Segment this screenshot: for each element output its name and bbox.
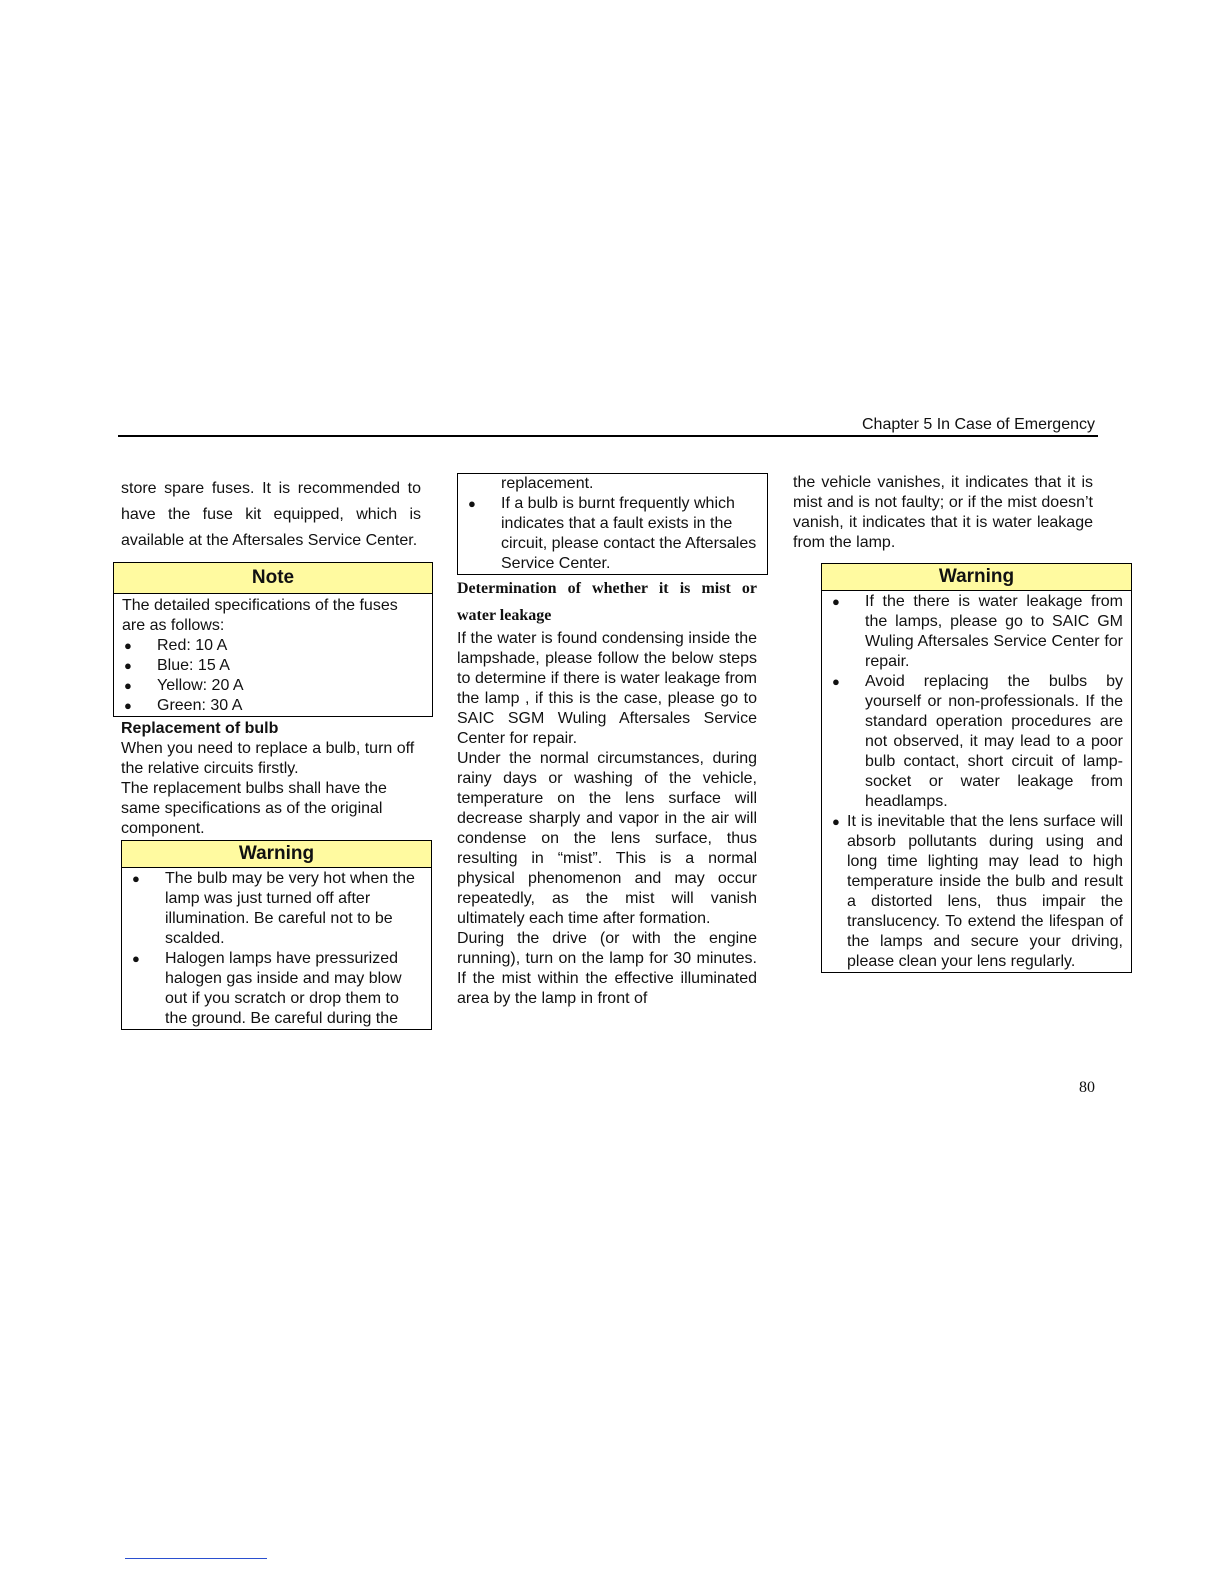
chapter-title: Chapter 5 In Case of Emergency: [861, 416, 1095, 433]
note-body: [114, 594, 432, 716]
warning-body: [122, 868, 431, 1029]
note-box: [113, 562, 433, 717]
note-title: Note: [114, 563, 432, 594]
warning-box-1: [121, 840, 432, 1030]
bulb-paragraph-1: When you need to replace a bulb, turn off the relative circuits firstly.: [121, 740, 415, 777]
mist-paragraph-1: If the water is found condensing inside the lampshade, please follow the below steps to determine if there is water leakage from the lamp , if this is the case, please go to SAIC SGM Wuling Aftersales Service Center for repair.: [457, 630, 757, 747]
warning-body: [822, 591, 1131, 972]
mist-paragraph-3: During the drive (or with the engine running), turn on the lamp for 30 minutes. If the mist within the effective illuminated area by the lamp in front of: [457, 930, 757, 1007]
list-item: ● Red: 10 A: [122, 636, 424, 656]
warning-list: [130, 869, 423, 1029]
list-item: ● Avoid replacing the bulbs by yourself or non-professionals. If the standard operation procedures are not observed, it may lead to a poor bulb contact, short circuit of lamp-socket or water leakage from headlamps.: [830, 672, 1123, 812]
list-item: ● Green: 30 A: [122, 696, 424, 716]
column-2: [457, 474, 757, 1009]
page-number: 80: [1079, 1079, 1095, 1096]
intro-paragraph: store spare fuses. It is recommended to have the fuse kit equipped, which is available at the Aftersales Service Center.: [121, 480, 421, 549]
column-1: [121, 476, 421, 1030]
list-item: ● It is inevitable that the lens surface will absorb pollutants during using and long time lighting may lead to high temperature inside the bulb and result a distorted lens, thus impair the translucency. To extend the lifespan of the lamps and secure your driving, please clean your lens regularly.: [830, 812, 1123, 972]
warning-title: Warning: [122, 841, 431, 868]
warning-list-continued: [466, 494, 759, 574]
warning-box-2: [821, 563, 1132, 973]
warning-body-continued: [458, 474, 767, 574]
column-3: [793, 473, 1123, 973]
bulb-paragraph-2: The replacement bulbs shall have the same specifications as of the original component.: [121, 780, 387, 837]
note-text: The detailed specifications of the fuses are as follows:: [122, 597, 398, 634]
list-item: ● If a bulb is burnt frequently which indicates that a fault exists in the circuit, please contact the Aftersales Service Center.: [466, 494, 759, 574]
mist-heading: Determination of whether it is mist or water leakage: [457, 580, 757, 624]
continued-text: replacement.: [501, 475, 594, 492]
warning-box-continued: [457, 473, 768, 575]
list-item: ● Blue: 15 A: [122, 656, 424, 676]
mist-paragraph-4: the vehicle vanishes, it indicates that it is mist and is not faulty; or if the mist doesn’t vanish, it indicates that it is water leakage from the lamp.: [793, 474, 1093, 551]
warning-title: Warning: [822, 564, 1131, 591]
bulb-heading: Replacement of bulb: [121, 720, 279, 737]
list-item: ● Halogen lamps have pressurized halogen gas inside and may blow out if you scratch or drop them to the ground. Be careful during the: [130, 949, 423, 1029]
warning-list: [830, 592, 1123, 972]
mist-paragraph-2: Under the normal circumstances, during rainy days or washing of the vehicle, temperature on the lens surface will decrease sharply and vapor in the air will condense on the lens surface, thus resulting in “mist”. This is a normal physical phenomenon and may occur repeatedly, as the mist will vanish ultimately each time after formation.: [457, 750, 757, 927]
footnote-rule: [125, 1558, 267, 1559]
header-rule: [118, 435, 1098, 437]
list-item: ● Yellow: 20 A: [122, 676, 424, 696]
fuse-list: [122, 636, 424, 716]
list-item: ● If the there is water leakage from the lamps, please go to SAIC GM Wuling Aftersales Service Center for repair.: [830, 592, 1123, 672]
list-item: ● The bulb may be very hot when the lamp was just turned off after illumination. Be careful not to be scalded.: [130, 869, 423, 949]
